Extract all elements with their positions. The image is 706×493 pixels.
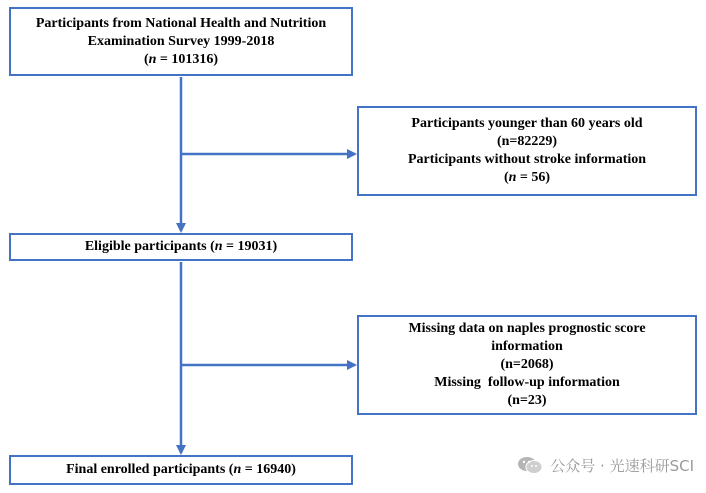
exclusion1-line1: Participants younger than 60 years old	[411, 116, 643, 131]
final-text: Final enrolled participants (n = 16940)	[66, 462, 296, 477]
watermark-text: 公众号 · 光速科研SCI	[550, 456, 694, 475]
exclusion-box-1	[357, 106, 697, 196]
eligible-participants-box	[9, 233, 353, 261]
exclusion1-line2: (n=82229)	[496, 134, 558, 149]
source-line1: Participants from National Health and Nutrition	[35, 15, 327, 31]
exclusion2-line3: (n=2068)	[500, 357, 554, 372]
exclusion2-line1: Missing data on naples prognostic score	[408, 321, 646, 336]
watermark	[516, 454, 694, 476]
source-population-box	[9, 7, 353, 76]
wechat-icon	[516, 455, 544, 475]
exclusion1-count: (n = 56)	[503, 170, 551, 185]
exclusion2-line2: information	[491, 339, 563, 354]
exclusion2-line4: Missing follow-up information	[434, 375, 620, 390]
exclusion-box-2	[357, 315, 697, 415]
exclusion2-line5: (n=23)	[507, 393, 547, 408]
eligible-text: Eligible participants (n = 19031)	[84, 239, 278, 254]
source-line2: Examination Survey 1999-2018	[87, 33, 275, 49]
final-enrolled-box	[9, 455, 353, 485]
exclusion1-line3: Participants without stroke information	[407, 152, 647, 167]
source-count: (n = 101316)	[143, 51, 219, 67]
